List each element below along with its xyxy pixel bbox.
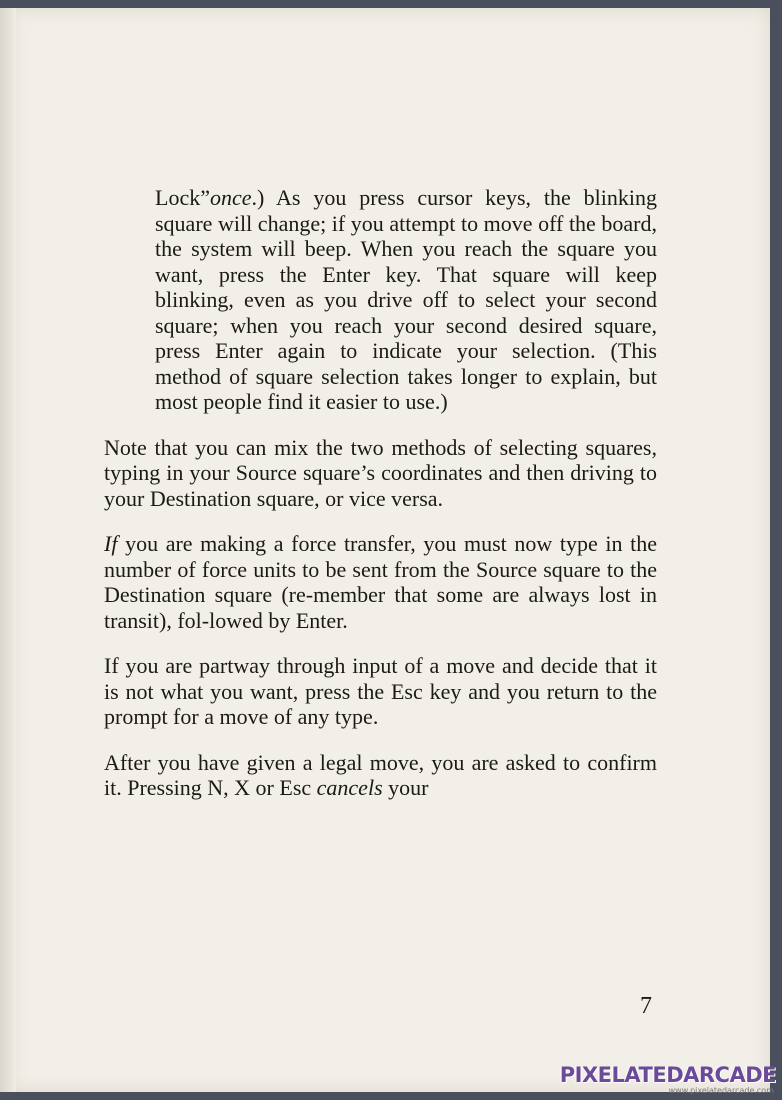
paragraph-mix-methods: Note that you can mix the two methods of selecting squares, typing in your Source square’s coordinates and then driving to your Destination square, or vice versa. xyxy=(104,434,657,511)
paragraph-confirm-move: After you have given a legal move, you are asked to confirm it. Pressing N, X or Esc cancels your xyxy=(104,749,657,800)
paragraph-esc-key: If you are partway through input of a move and decide that it is not what you want, press the Esc key and you return to the prompt for a move of any type. xyxy=(104,653,657,729)
page-number: 7 xyxy=(640,993,652,1019)
body-text xyxy=(104,185,657,821)
page-spine xyxy=(0,8,16,1092)
paragraph-force-transfer: If you are making a force transfer, you must now type in the number of force units to be sent from the Source square to the Destination square (re-member that some are always lost in transit), fol-lowed by Enter. xyxy=(104,531,657,633)
watermark-logo: PIXELATEDARCADE xyxy=(559,1063,776,1087)
watermark-url: www.pixelatedarcade.com xyxy=(668,1086,774,1095)
paragraph-square-driving: Lock”once.) As you press cursor keys, the blinking square will change; if you attempt to move off the board, the system will beep. When you reach the square you want, press the Enter key. That square will keep blinking, even as you drive off to select your second square; when you reach your second desired square, press Enter again to indicate your selection. (This method of square selection takes longer to explain, but most people find it easier to use.) xyxy=(155,185,657,414)
